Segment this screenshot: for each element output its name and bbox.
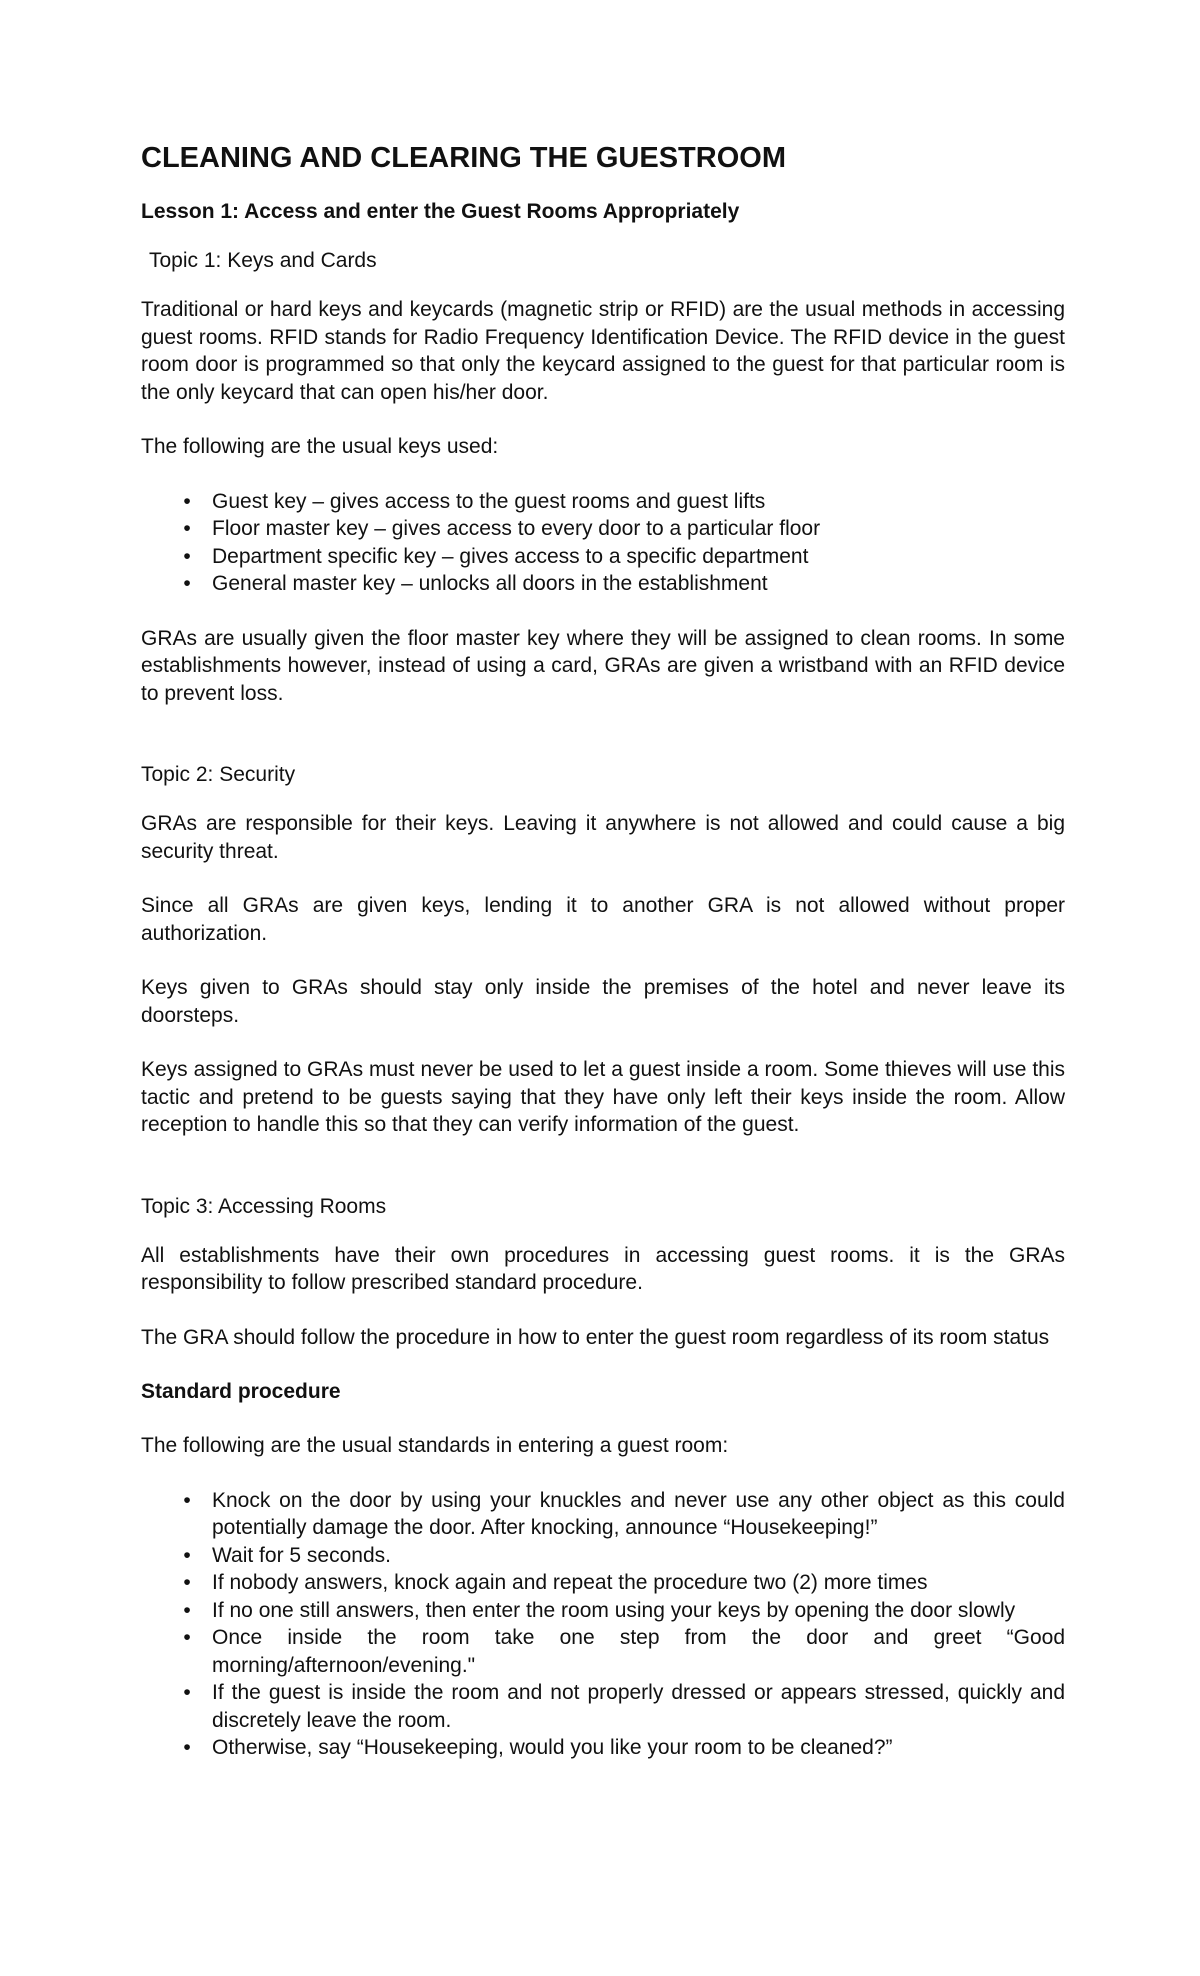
list-item: • If the guest is inside the room and not properly dressed or appears stressed, quickly and discretely leave the room. xyxy=(141,1679,1065,1734)
topic-1-heading: Topic 1: Keys and Cards xyxy=(149,249,377,272)
list-item: • Department specific key – gives access to a specific department xyxy=(141,543,1065,571)
list-item: • Knock on the door by using your knuckles and never use any other object as this could potentially damage the door. After knocking, announce “Housekeeping!” xyxy=(141,1487,1065,1542)
bullet-icon: • xyxy=(183,489,191,513)
list-item: • If nobody answers, knock again and repeat the procedure two (2) more times xyxy=(141,1569,1065,1597)
list-item: • Floor master key – gives access to every door to a particular floor xyxy=(141,515,1065,543)
bullet-icon: • xyxy=(183,1736,191,1759)
list-item: • Otherwise, say “Housekeeping, would you like your room to be cleaned?” xyxy=(141,1734,1065,1762)
bullet-icon: • xyxy=(183,1543,191,1567)
topic-1-paragraph-1: Traditional or hard keys and keycards (magnetic strip or RFID) are the usual methods in accessing guest rooms. RFID stands for Radio Frequency Identification Device. The RFID device in the guest room door is programmed so that only the keycard assigned to the guest for that particular room is the only keycard that can open his/her door. xyxy=(141,298,1065,404)
list-item: • General master key – unlocks all doors in the establishment xyxy=(141,570,1065,598)
topic-3-paragraph-3: The following are the usual standards in entering a guest room: xyxy=(141,1434,729,1457)
bullet-icon: • xyxy=(183,1598,191,1622)
bullet-icon: • xyxy=(183,1571,191,1594)
bullet-icon: • xyxy=(183,544,191,568)
topic-1-paragraph-2: The following are the usual keys used: xyxy=(141,435,499,458)
lesson-heading: Lesson 1: Access and enter the Guest Rooms Appropriately xyxy=(141,200,740,223)
topic-3-paragraph-1: All establishments have their own procedures in accessing guest rooms. it is the GRAs responsibility to follow prescribed standard procedure. xyxy=(141,1243,1065,1294)
topic-2-paragraph-2: Since all GRAs are given keys, lending it to another GRA is not allowed without proper authorization. xyxy=(141,894,1065,945)
list-item: • Wait for 5 seconds. xyxy=(141,1542,1065,1570)
standard-procedure-heading: Standard procedure xyxy=(141,1380,341,1403)
topic-2-paragraph-4: Keys assigned to GRAs must never be used to let a guest inside a room. Some thieves will use this tactic and pretend to be guests saying that they have only left their keys inside the room. Allow reception to handle this so that they can verify information of the guest. xyxy=(141,1058,1065,1136)
bullet-icon: • xyxy=(183,572,191,595)
list-item: • Guest key – gives access to the guest rooms and guest lifts xyxy=(141,488,1065,516)
keys-list xyxy=(141,488,1065,598)
bullet-icon: • xyxy=(183,1626,191,1649)
list-item: • Once inside the room take one step from the door and greet “Good morning/afternoon/evening." xyxy=(141,1624,1065,1679)
topic-2-paragraph-3: Keys given to GRAs should stay only inside the premises of the hotel and never leave its doorsteps. xyxy=(141,976,1065,1027)
topic-3-paragraph-2: The GRA should follow the procedure in how to enter the guest room regardless of its room status xyxy=(141,1325,1050,1349)
list-item: • If no one still answers, then enter the room using your keys by opening the door slowly xyxy=(141,1597,1065,1625)
document-page xyxy=(141,140,1065,1789)
bullet-icon: • xyxy=(183,1488,191,1512)
bullet-icon: • xyxy=(183,517,191,540)
bullet-icon: • xyxy=(183,1681,191,1704)
topic-1-paragraph-3: GRAs are usually given the floor master key where they will be assigned to clean rooms. In some establishments however, instead of using a card, GRAs are given a wristband with an RFID device to prevent loss. xyxy=(141,626,1065,705)
topic-2-heading: Topic 2: Security xyxy=(141,763,296,786)
topic-2-paragraph-1: GRAs are responsible for their keys. Leaving it anywhere is not allowed and could cause a big security threat. xyxy=(141,812,1065,863)
document-title: CLEANING AND CLEARING THE GUESTROOM xyxy=(141,142,786,174)
topic-3-heading: Topic 3: Accessing Rooms xyxy=(141,1194,387,1218)
procedure-list xyxy=(141,1487,1065,1762)
